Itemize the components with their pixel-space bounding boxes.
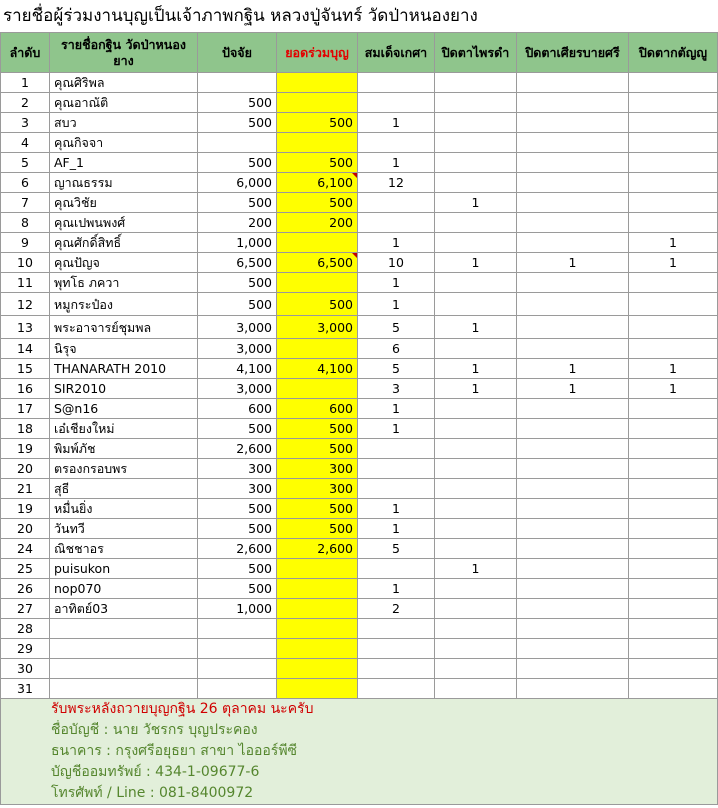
cell-total[interactable] <box>277 339 358 359</box>
cell-c3[interactable] <box>629 173 718 193</box>
cell-book[interactable] <box>358 213 435 233</box>
cell-c2[interactable] <box>517 73 629 93</box>
cell-c3[interactable] <box>629 579 718 599</box>
cell-name[interactable]: THANARATH 2010 <box>50 359 198 379</box>
table-row <box>1 479 718 499</box>
cell-c2[interactable] <box>517 439 629 459</box>
cell-name[interactable]: คุณอาณัติ <box>50 93 198 113</box>
cell-total[interactable]: 500 <box>277 519 358 539</box>
cell-amount[interactable]: 6,500 <box>198 253 277 273</box>
cell-name[interactable]: ญาณธรรม <box>50 173 198 193</box>
cell-c3[interactable] <box>629 93 718 113</box>
cell-amount[interactable] <box>198 133 277 153</box>
cell-total[interactable]: 500 <box>277 193 358 213</box>
cell-c3[interactable] <box>629 293 718 316</box>
header-book[interactable]: สมเด็จเกศา <box>358 33 435 73</box>
cell-c3[interactable] <box>629 559 718 579</box>
cell-c1[interactable] <box>435 273 517 293</box>
cell-c3[interactable] <box>629 339 718 359</box>
cell-no[interactable]: 15 <box>1 359 50 379</box>
cell-total[interactable]: 500 <box>277 419 358 439</box>
footer-account-no[interactable]: บัญชีออมทรัพย์ : 434-1-09677-6 <box>1 762 718 783</box>
cell-c1[interactable] <box>435 113 517 133</box>
cell-c1[interactable] <box>435 293 517 316</box>
table-row <box>1 213 718 233</box>
cell-c1[interactable]: 1 <box>435 379 517 399</box>
cell-book[interactable]: 1 <box>358 153 435 173</box>
cell-book[interactable] <box>358 479 435 499</box>
cell-no[interactable]: 10 <box>1 253 50 273</box>
cell-book[interactable] <box>358 679 435 699</box>
cell-book[interactable]: 6 <box>358 339 435 359</box>
cell-c2[interactable] <box>517 273 629 293</box>
cell-no[interactable]: 8 <box>1 213 50 233</box>
header-row <box>1 33 718 73</box>
cell-no[interactable]: 20 <box>1 459 50 479</box>
cell-c2[interactable] <box>517 213 629 233</box>
cell-c3[interactable] <box>629 679 718 699</box>
cell-name[interactable] <box>50 659 198 679</box>
cell-total[interactable] <box>277 659 358 679</box>
cell-no[interactable]: 25 <box>1 559 50 579</box>
cell-amount[interactable]: 500 <box>198 559 277 579</box>
cell-c2[interactable] <box>517 679 629 699</box>
cell-amount[interactable]: 2,600 <box>198 439 277 459</box>
cell-book[interactable]: 3 <box>358 379 435 399</box>
cell-name[interactable]: พุทโธ ภควา <box>50 273 198 293</box>
cell-amount[interactable]: 1,000 <box>198 233 277 253</box>
cell-no[interactable]: 1 <box>1 73 50 93</box>
cell-c3[interactable] <box>629 133 718 153</box>
cell-c2[interactable]: 1 <box>517 379 629 399</box>
cell-c1[interactable] <box>435 519 517 539</box>
cell-total[interactable]: 6,100 <box>277 173 358 193</box>
cell-total[interactable]: 3,000 <box>277 316 358 339</box>
cell-book[interactable]: 2 <box>358 599 435 619</box>
cell-c3[interactable] <box>629 519 718 539</box>
cell-book[interactable]: 1 <box>358 293 435 316</box>
cell-no[interactable]: 19 <box>1 439 50 459</box>
cell-book[interactable]: 1 <box>358 399 435 419</box>
table-row <box>1 419 718 439</box>
cell-name[interactable]: คุณเปพนพงศ์ <box>50 213 198 233</box>
cell-book[interactable] <box>358 73 435 93</box>
cell-total[interactable]: 300 <box>277 479 358 499</box>
cell-c1[interactable]: 1 <box>435 193 517 213</box>
cell-c2[interactable] <box>517 339 629 359</box>
cell-c3[interactable] <box>629 273 718 293</box>
cell-book[interactable]: 1 <box>358 579 435 599</box>
cell-no[interactable]: 20 <box>1 519 50 539</box>
cell-no[interactable]: 24 <box>1 539 50 559</box>
cell-amount[interactable]: 500 <box>198 273 277 293</box>
cell-c2[interactable]: 1 <box>517 253 629 273</box>
cell-name[interactable]: คุณวิชัย <box>50 193 198 213</box>
cell-c2[interactable] <box>517 599 629 619</box>
cell-no[interactable]: 5 <box>1 153 50 173</box>
cell-total[interactable] <box>277 73 358 93</box>
cell-book[interactable]: 1 <box>358 233 435 253</box>
table-row <box>1 293 718 316</box>
cell-c1[interactable] <box>435 173 517 193</box>
cell-amount[interactable]: 4,100 <box>198 359 277 379</box>
table-row <box>1 459 718 479</box>
cell-book[interactable]: 10 <box>358 253 435 273</box>
cell-name[interactable]: สบว <box>50 113 198 133</box>
cell-c1[interactable] <box>435 479 517 499</box>
cell-name[interactable]: SIR2010 <box>50 379 198 399</box>
cell-name[interactable]: เอ๋เชียงใหม่ <box>50 419 198 439</box>
cell-amount[interactable]: 1,000 <box>198 599 277 619</box>
cell-total[interactable] <box>277 619 358 639</box>
cell-c3[interactable] <box>629 599 718 619</box>
footer-account-name[interactable]: ชื่อบัญชี : นาย วัชรกร บุญประคอง <box>1 720 718 741</box>
cell-name[interactable]: คุณศิริพล <box>50 73 198 93</box>
cell-no[interactable]: 21 <box>1 479 50 499</box>
cell-name[interactable] <box>50 679 198 699</box>
sheet-title: รายชื่อผู้ร่วมงานบุญเป็นเจ้าภาพกฐิน หลวงปู่จันทร์ วัดป่าหนองยาง <box>3 6 478 26</box>
cell-c3[interactable]: 1 <box>629 379 718 399</box>
header-total[interactable]: ยอดร่วมบุญ <box>277 33 358 73</box>
cell-c3[interactable] <box>629 539 718 559</box>
cell-name[interactable]: สุธี <box>50 479 198 499</box>
cell-total[interactable]: 500 <box>277 439 358 459</box>
cell-c2[interactable] <box>517 233 629 253</box>
cell-no[interactable]: 17 <box>1 399 50 419</box>
cell-no[interactable]: 29 <box>1 639 50 659</box>
cell-no[interactable]: 11 <box>1 273 50 293</box>
cell-no[interactable]: 19 <box>1 499 50 519</box>
cell-total[interactable]: 2,600 <box>277 539 358 559</box>
header-c2[interactable]: ปิดตาเศียรบายศรี <box>517 33 629 73</box>
cell-name[interactable]: คุณศักดิ์สิทธิ์ <box>50 233 198 253</box>
cell-c1[interactable] <box>435 133 517 153</box>
cell-c1[interactable] <box>435 339 517 359</box>
cell-book[interactable]: 1 <box>358 419 435 439</box>
cell-amount[interactable]: 500 <box>198 419 277 439</box>
cell-amount[interactable] <box>198 679 277 699</box>
cell-amount[interactable]: 500 <box>198 93 277 113</box>
cell-book[interactable]: 12 <box>358 173 435 193</box>
cell-name[interactable]: พิมพ์ภัช <box>50 439 198 459</box>
cell-total[interactable]: 500 <box>277 153 358 173</box>
cell-c2[interactable] <box>517 113 629 133</box>
cell-c3[interactable] <box>629 419 718 439</box>
cell-total[interactable]: 500 <box>277 113 358 133</box>
cell-total[interactable]: 4,100 <box>277 359 358 379</box>
cell-amount[interactable]: 6,000 <box>198 173 277 193</box>
cell-c3[interactable] <box>629 639 718 659</box>
cell-c1[interactable] <box>435 659 517 679</box>
cell-total[interactable] <box>277 379 358 399</box>
cell-c3[interactable]: 1 <box>629 253 718 273</box>
cell-total[interactable]: 600 <box>277 399 358 419</box>
cell-no[interactable]: 3 <box>1 113 50 133</box>
cell-no[interactable]: 2 <box>1 93 50 113</box>
cell-c2[interactable] <box>517 399 629 419</box>
table-row <box>1 559 718 579</box>
cell-book[interactable]: 1 <box>358 273 435 293</box>
cell-name[interactable]: puisukon <box>50 559 198 579</box>
cell-book[interactable]: 5 <box>358 359 435 379</box>
cell-c3[interactable] <box>629 619 718 639</box>
cell-book[interactable] <box>358 193 435 213</box>
cell-amount[interactable]: 3,000 <box>198 316 277 339</box>
table-row <box>1 659 718 679</box>
cell-c2[interactable] <box>517 419 629 439</box>
cell-name[interactable] <box>50 619 198 639</box>
table-row <box>1 113 718 133</box>
cell-book[interactable] <box>358 133 435 153</box>
table-row <box>1 233 718 253</box>
cell-no[interactable]: 13 <box>1 316 50 339</box>
cell-book[interactable]: 5 <box>358 539 435 559</box>
cell-c2[interactable] <box>517 193 629 213</box>
cell-amount[interactable] <box>198 659 277 679</box>
table-row <box>1 639 718 659</box>
cell-amount[interactable]: 300 <box>198 459 277 479</box>
cell-book[interactable] <box>358 659 435 679</box>
cell-total[interactable] <box>277 579 358 599</box>
header-c1[interactable]: ปิดตาไพรดำ <box>435 33 517 73</box>
cell-c1[interactable] <box>435 419 517 439</box>
cell-no[interactable]: 30 <box>1 659 50 679</box>
cell-no[interactable]: 14 <box>1 339 50 359</box>
cell-c2[interactable] <box>517 153 629 173</box>
cell-c1[interactable]: 1 <box>435 359 517 379</box>
cell-c1[interactable]: 1 <box>435 559 517 579</box>
cell-name[interactable]: อาทิตย์03 <box>50 599 198 619</box>
cell-amount[interactable]: 500 <box>198 153 277 173</box>
cell-amount[interactable]: 500 <box>198 499 277 519</box>
cell-no[interactable]: 31 <box>1 679 50 699</box>
cell-name[interactable]: คุณกิจจา <box>50 133 198 153</box>
header-amount[interactable]: ปัจจัย <box>198 33 277 73</box>
cell-c1[interactable] <box>435 439 517 459</box>
cell-no[interactable]: 12 <box>1 293 50 316</box>
cell-name[interactable]: ณิชชาอร <box>50 539 198 559</box>
cell-total[interactable] <box>277 599 358 619</box>
cell-c1[interactable] <box>435 459 517 479</box>
footer-phone[interactable]: โทรศัพท์ / Line : 081-8400972 <box>1 783 718 805</box>
table-row <box>1 679 718 699</box>
cell-amount[interactable]: 500 <box>198 579 277 599</box>
cell-c3[interactable] <box>629 659 718 679</box>
cell-c2[interactable] <box>517 173 629 193</box>
bank-info <box>1 699 718 805</box>
table-row <box>1 399 718 419</box>
cell-no[interactable]: 16 <box>1 379 50 399</box>
cell-c2[interactable] <box>517 539 629 559</box>
donor-table <box>0 32 718 805</box>
table-row <box>1 316 718 339</box>
cell-c3[interactable] <box>629 479 718 499</box>
cell-c2[interactable] <box>517 619 629 639</box>
cell-no[interactable]: 27 <box>1 599 50 619</box>
cell-book[interactable] <box>358 439 435 459</box>
cell-c1[interactable] <box>435 539 517 559</box>
table-row <box>1 619 718 639</box>
cell-no[interactable]: 26 <box>1 579 50 599</box>
cell-c1[interactable] <box>435 399 517 419</box>
cell-c2[interactable] <box>517 559 629 579</box>
cell-amount[interactable]: 500 <box>198 519 277 539</box>
cell-c1[interactable] <box>435 499 517 519</box>
cell-total[interactable]: 500 <box>277 293 358 316</box>
cell-book[interactable] <box>358 459 435 479</box>
cell-c2[interactable] <box>517 459 629 479</box>
cell-c1[interactable] <box>435 93 517 113</box>
header-no[interactable]: ลำดับ <box>1 33 50 73</box>
cell-c3[interactable] <box>629 153 718 173</box>
cell-amount[interactable]: 300 <box>198 479 277 499</box>
cell-amount[interactable]: 3,000 <box>198 379 277 399</box>
cell-c3[interactable] <box>629 73 718 93</box>
cell-total[interactable] <box>277 679 358 699</box>
cell-name[interactable]: พระอาจารย์ชุมพล <box>50 316 198 339</box>
cell-no[interactable]: 4 <box>1 133 50 153</box>
table-row <box>1 599 718 619</box>
table-row <box>1 359 718 379</box>
cell-total[interactable] <box>277 133 358 153</box>
table-row <box>1 539 718 559</box>
cell-c1[interactable] <box>435 599 517 619</box>
cell-name[interactable]: คุณปัญจ <box>50 253 198 273</box>
cell-c3[interactable] <box>629 439 718 459</box>
table-row <box>1 153 718 173</box>
cell-c1[interactable] <box>435 73 517 93</box>
cell-name[interactable] <box>50 639 198 659</box>
cell-amount[interactable] <box>198 73 277 93</box>
table-row <box>1 339 718 359</box>
cell-c2[interactable] <box>517 479 629 499</box>
table-row <box>1 93 718 113</box>
cell-c2[interactable] <box>517 519 629 539</box>
footer-bank[interactable]: ธนาคาร : กรุงศรีอยุธยา สาขา ไอออร์พีซี <box>1 741 718 762</box>
cell-amount[interactable]: 600 <box>198 399 277 419</box>
table-row <box>1 273 718 293</box>
cell-book[interactable] <box>358 619 435 639</box>
cell-book[interactable]: 1 <box>358 519 435 539</box>
cell-c3[interactable] <box>629 213 718 233</box>
cell-c3[interactable] <box>629 316 718 339</box>
cell-c2[interactable]: 1 <box>517 359 629 379</box>
table-row <box>1 379 718 399</box>
cell-total[interactable]: 500 <box>277 499 358 519</box>
cell-c2[interactable] <box>517 579 629 599</box>
cell-total[interactable] <box>277 93 358 113</box>
cell-total[interactable]: 6,500 <box>277 253 358 273</box>
cell-amount[interactable]: 500 <box>198 293 277 316</box>
cell-total[interactable] <box>277 273 358 293</box>
cell-amount[interactable] <box>198 639 277 659</box>
cell-c3[interactable]: 1 <box>629 359 718 379</box>
cell-c1[interactable] <box>435 153 517 173</box>
cell-book[interactable]: 1 <box>358 499 435 519</box>
cell-amount[interactable]: 3,000 <box>198 339 277 359</box>
cell-book[interactable] <box>358 93 435 113</box>
table-row <box>1 579 718 599</box>
cell-total[interactable]: 200 <box>277 213 358 233</box>
header-name[interactable]: รายชื่อกฐิน วัดป่าหนองยาง <box>50 33 198 73</box>
cell-no[interactable]: 9 <box>1 233 50 253</box>
cell-no[interactable]: 18 <box>1 419 50 439</box>
cell-book[interactable] <box>358 639 435 659</box>
cell-name[interactable]: ตรองกรอบพร <box>50 459 198 479</box>
cell-c1[interactable] <box>435 679 517 699</box>
cell-name[interactable]: นิรุจ <box>50 339 198 359</box>
cell-c1[interactable] <box>435 639 517 659</box>
table-row <box>1 73 718 93</box>
cell-total[interactable]: 300 <box>277 459 358 479</box>
cell-c1[interactable] <box>435 619 517 639</box>
cell-c3[interactable]: 1 <box>629 233 718 253</box>
cell-c2[interactable] <box>517 93 629 113</box>
cell-c1[interactable]: 1 <box>435 253 517 273</box>
cell-c3[interactable] <box>629 399 718 419</box>
cell-c1[interactable] <box>435 579 517 599</box>
cell-amount[interactable]: 200 <box>198 213 277 233</box>
cell-amount[interactable]: 500 <box>198 113 277 133</box>
table-row <box>1 173 718 193</box>
footer-note[interactable]: รับพระหลังถวายบุญกฐิน 26 ตุลาคม นะครับ <box>1 699 718 721</box>
cell-total[interactable] <box>277 639 358 659</box>
cell-no[interactable]: 6 <box>1 173 50 193</box>
cell-amount[interactable]: 2,600 <box>198 539 277 559</box>
cell-name[interactable]: S@n16 <box>50 399 198 419</box>
cell-name[interactable]: หมูกระป๋อง <box>50 293 198 316</box>
table-row <box>1 519 718 539</box>
cell-no[interactable]: 7 <box>1 193 50 213</box>
cell-amount[interactable] <box>198 619 277 639</box>
cell-name[interactable]: หมื่นยิ่ง <box>50 499 198 519</box>
table-row <box>1 193 718 213</box>
cell-no[interactable]: 28 <box>1 619 50 639</box>
cell-c2[interactable] <box>517 293 629 316</box>
cell-amount[interactable]: 500 <box>198 193 277 213</box>
cell-c2[interactable] <box>517 133 629 153</box>
header-c3[interactable]: ปิดตากตัญญู <box>629 33 718 73</box>
cell-c1[interactable] <box>435 233 517 253</box>
cell-c2[interactable] <box>517 499 629 519</box>
table-row <box>1 439 718 459</box>
cell-name[interactable]: nop070 <box>50 579 198 599</box>
cell-c3[interactable] <box>629 193 718 213</box>
cell-c1[interactable]: 1 <box>435 316 517 339</box>
cell-book[interactable]: 5 <box>358 316 435 339</box>
cell-total[interactable] <box>277 559 358 579</box>
table-row <box>1 253 718 273</box>
cell-c1[interactable] <box>435 213 517 233</box>
cell-name[interactable]: AF_1 <box>50 153 198 173</box>
cell-total[interactable] <box>277 233 358 253</box>
cell-c3[interactable] <box>629 499 718 519</box>
cell-book[interactable] <box>358 559 435 579</box>
cell-c3[interactable] <box>629 459 718 479</box>
cell-c2[interactable] <box>517 316 629 339</box>
cell-c2[interactable] <box>517 659 629 679</box>
cell-c3[interactable] <box>629 113 718 133</box>
cell-name[interactable]: วันทวี <box>50 519 198 539</box>
cell-c2[interactable] <box>517 639 629 659</box>
table-row <box>1 499 718 519</box>
cell-book[interactable]: 1 <box>358 113 435 133</box>
table-row <box>1 133 718 153</box>
